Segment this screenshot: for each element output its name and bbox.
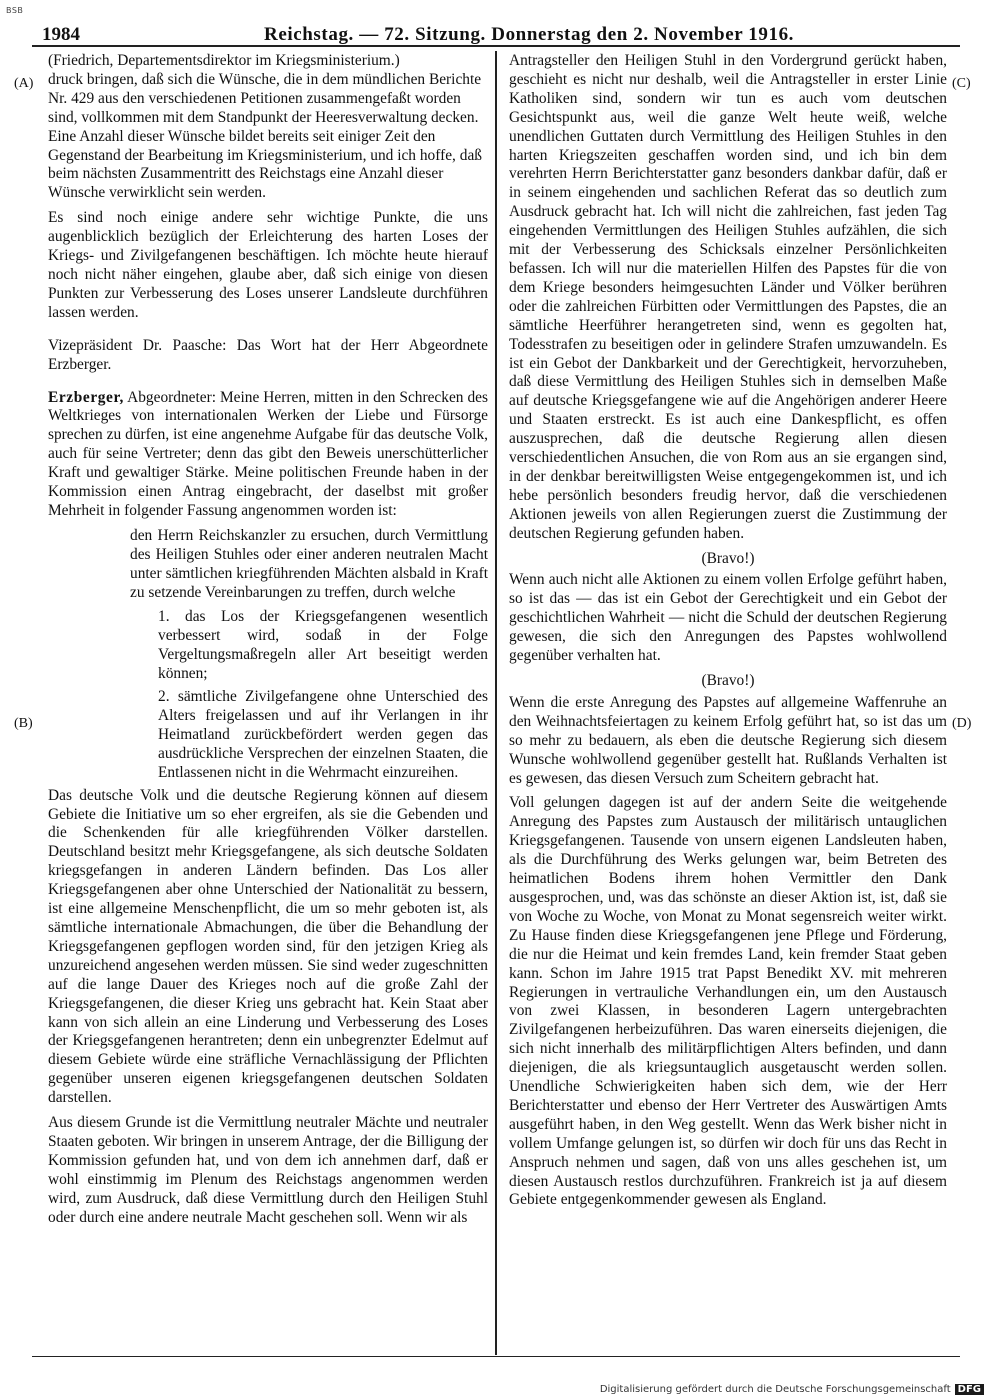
dfg-logo: DFG (955, 1384, 984, 1395)
motion-item-2: 2. sämtliche Zivilgefangene ohne Unterschied des Alters freigelassen und auf ihr Verlangen in ihr Heimatland zurückbefördert werden gegen das ausdrückliche Versprechen der einzelnen Staaten, die Entlassenen nicht in die Wehrmacht einzureihen. (158, 688, 488, 781)
page-number: 1984 (42, 24, 80, 45)
margin-label-c: (C) (952, 76, 971, 91)
speaker-name: Erzberger, (48, 388, 124, 406)
right-column (509, 52, 947, 1216)
right-paragraph-2: Wenn auch nicht alle Aktionen zu einem vollen Erfolge geführt haben, so ist das — das ist ein Gebot der Gerechtigkeit und ein Gebot der geschichtlichen Wahrheit — nicht die Schuld der deutschen Regierung gewesen, die sich den Anregungen des Papstes wohlwollend gegenüber verhalten hat. (509, 571, 947, 665)
right-paragraph-4: Voll gelungen dagegen ist auf der andern Seite die weitgehende Anregung des Papstes zum Austausch der militärisch untauglichen Kriegsgefangenen. Tausende von unsern eigenen Landsleuten haben, als die Durchführung des Werks gelungen war, beim Betreten des heimatlichen Bodens ihrem hohen Vermittler den Dank ausgesprochen, und, was das schönste an dieser Aktion ist, ist, daß sie von Woche zu Woche, von Monat zu Monat segensreich weiter wirkt. Zu Hause finden diese Kriegsgefangenen jene Pflege und Förderung, die nur die Heimat und kein fremdes Land, kein fremder Staat geben kann. Schon im Jahre 1915 trat Papst Benedikt XV. mit mehreren Regierungen in vertrauliche Verhandlungen ein, um den Austausch von zwei Klassen, in besonderen Lagern untergebrachten Zivilgefangenen herbeizuführen. Das waren einerseits diejenigen, die sich nicht innerhalb des militärpflichtigen Alters befinden, und dann diejenigen, die als kriegsuntauglich ausgetauscht werden sollen. Unendliche Schwierigkeiten haben sich dem, wie der Herr Berichterstatter und ebenso der Herr Vertreter des Auswärtigen Amts ausgeführt haben, in den Weg gestellt. Wenn das Werk bisher nicht in vollem Umfange gelungen ist, so dürfen wir doch für uns das Recht in Anspruch nehmen und sagen, daß von uns alles geschehen ist, um diesen Austausch restlos durchzuführen. Frankreich ist ja auf diesem Gebiete entgegenkommender gewesen als England. (509, 794, 947, 1209)
page-header (32, 18, 960, 48)
margin-label-d: (D) (952, 716, 972, 731)
left-paragraph-4 (48, 389, 488, 521)
interjection-bravo-2: (Bravo!) (701, 672, 755, 689)
column-divider (495, 51, 497, 1355)
left-paragraph-5: Das deutsche Volk und die deutsche Regierung können auf diesem Gebiete die Initiative um so eher ergreifen, als sie die Gebenden und die Schenkenden für alle kriegführenden Völker darstellen. Deutschland besitzt mehr Kriegsgefangene, als sich deutsche Soldaten kriegsgefangen in anderen Ländern befinden. Das Los aller Kriegsgefangenen aber ohne Unterschied der Nationalität zu bessern, ist eine allgemeine Menschenpflicht, die um so mehr geboten ist, als sämtliche internationale Abmachungen, die über die Behandlung der Kriegsgefangenen gepflogen worden sind, für den jetzigen Krieg als unzureichend angesehen werden müssen. Sie sind weder zugeschnitten auf die lange Dauer des Krieges noch auf die große Zahl der Kriegsgefangenen, die dieser Krieg uns gebracht hat. Kein Staat aber kann von sich allein an eine Linderung und Verbesserung des Loses der Kriegsgefangenen herantreten; denn ein unbegrenzter Edelmut auf diesem Gebiete würde eine sträfliche Vernachlässigung der Pflichten gegenüber unseren eigenen kriegsgefangenen deutschen Soldaten darstellen. (48, 786, 488, 1107)
right-paragraph-1: Antragsteller den Heiligen Stuhl in den Vordergrund gerückt haben, geschieht es nicht nur deshalb, weil die Antragsteller in erster Linie Katholiken sind, sondern wir tun es auch vom deutschen Gesichtspunkt aus, weil die ganze Welt heute weiß, welche unendlichen Guttaten durch Vermittlung des Heiligen Stuhles in den harten Kriegszeiten geschaffen worden sind, und ich bin dem verehrten Herrn Berichterstatter ganz besonders dankbar dafür, daß er in seinem eingehenden und sachlichen Referat das so deutlich zum Ausdruck gebracht hat. Ich will nicht die zahlreichen, fast jeden Tag eingehenden Vermittlungen des Heiligen Stuhles aufzählen, die sich mit der Verbesserung des Schicksals einzelner Persönlichkeiten befassen. Ich will nur die materiellen Hilfen des Papstes für die von dem Kriege besonders heimgesuchten Länder und Völker berühren oder die zahlreichen Fürbitten oder Vermittlungen des Papstes, die an sämtliche Heerführer herangetreten sind, wenn es gegolten hat, Todesstrafen zu beseitigen oder in gelindere Strafen umzuwandeln. Es ist ein Gebot der Dankbarkeit und der Gerechtigkeit, hervorzuheben, daß diese Vermittlung des Heiligen Stuhles sich in demselben Maße auf deutsche Kriegsgefangene wie auf die Angehörigen anderer Heere und Staaten erstreckt. Es ist auch eine Dankespflicht, es offen auszusprechen, daß die deutsche Regierung allen diesen verschiedentlichen Ansuchen, die von Rom aus an sie ergangen sind, in der denkbar bereitwilligsten Weise entgegengekommen ist, und ich hebe persönlich besonders freudig hervor, daß die verschiedenen Aktionen jeweils von allen Regierungen zuerst die Zustimmung der deutschen Regierung gefunden haben. (509, 52, 947, 542)
bottom-rule (32, 1356, 960, 1357)
digitization-footer (600, 1384, 984, 1395)
right-paragraph-3: Wenn die erste Anregung des Papstes auf allgemeine Waffenruhe an den Weihnachtsfeiertagen zu keinem Erfolg geführt hat, so ist das um so mehr zu bedauern, als eben die deutsche Regierung sich diesem Wunsche wohlwollend gegenüber gestellt hat. Rußlands Verhalten ist es gewesen, das diesen Versuch zum Scheitern gebracht hat. (509, 693, 947, 787)
left-paragraph-6: Aus diesem Grunde ist die Vermittlung neutraler Mächte und neutraler Staaten geboten. Wir bringen in unserem Antrage, der die Billigung der Kommission gefunden hat, und von dem ich annehmen darf, daß er wohl einstimmig im Plenum des Reichstags angenommen werden wird, zum Ausdruck, daß diese Vermittlung durch den Heiligen Stuhl oder durch eine andere neutrale Macht geschehen soll. Wenn wir als (48, 1114, 488, 1226)
left-column (48, 52, 488, 1233)
left-paragraph-3: Vizepräsident Dr. Paasche: Das Wort hat der Herr Abgeordnete Erzberger. (48, 336, 488, 373)
left-paragraph-1: (Friedrich, Departementsdirektor im Kriegsministerium.) druck bringen, daß sich die Wünsche, die in dem mündlichen Berichte Nr. 429 aus den verschiedenen Petitionen zusammengefaßt worden sind, vollkommen mit dem Standpunkt der Heeresverwaltung decken. Eine Anzahl dieser Wünsche bildet bereits seit einiger Zeit den Gegenstand der Bearbeitung im Kriegsministerium, und ich hoffe, daß beim nächsten Zusammentritt des Reichstags eine Anzahl dieser Wünsche verwirklicht sein werden. (48, 52, 482, 202)
footer-text: Digitalisierung gefördert durch die Deutsche Forschungsgemeinschaft (599, 1384, 951, 1395)
margin-label-a: (A) (14, 76, 34, 91)
header-rule (32, 45, 960, 47)
margin-label-b: (B) (14, 716, 33, 731)
speech-text: Abgeordneter: Meine Herren, mitten in den Schrecken des Weltkrieges von internationalen Werken der Liebe und Fürsorge sprechen zu dürfen, ist eine angenehme Aufgabe für das deutsche Volk, auch für seine Vertreter; denn das gibt den Beweis unerschütterlicher Kraft und gewaltiger Stärke. Meine politischen Freunde haben in der Kommission einen Antrag eingebracht, der daselbst mit großer Mehrheit in folgender Fassung angenommen worden ist: (48, 388, 488, 519)
left-paragraph-2: Es sind noch einige andere sehr wichtige Punkte, die uns augenblicklich bezüglich der Erleichterung des harten Loses der Kriegs- und Zivilgefangenen beschäftigen. Ich möchte heute hierauf noch nicht näher eingehen, glaube aber, daß sich einige von diesen Punkten zur Verbesserung des Loses unserer Landsleute durchführen lassen werden. (48, 209, 488, 321)
motion-item-1: 1. das Los der Kriegsgefangenen wesentlich verbessert wird, sodaß in der Folge Vergeltungsmaßregeln aller Art beseitigt werden können; (158, 608, 488, 683)
motion-quote: den Herrn Reichskanzler zu ersuchen, durch Vermittlung des Heiligen Stuhles oder einer anderen neutralen Macht unter sämtlichen kriegführenden Mächten alsbald in Kraft zu setzende Vereinbarungen zu treffen, durch welche (130, 526, 488, 601)
bsb-watermark: BSB (6, 6, 24, 15)
interjection-bravo-1: (Bravo!) (701, 549, 755, 567)
page-title: Reichstag. — 72. Sitzung. Donnerstag den 2. November 1916. (264, 24, 795, 45)
